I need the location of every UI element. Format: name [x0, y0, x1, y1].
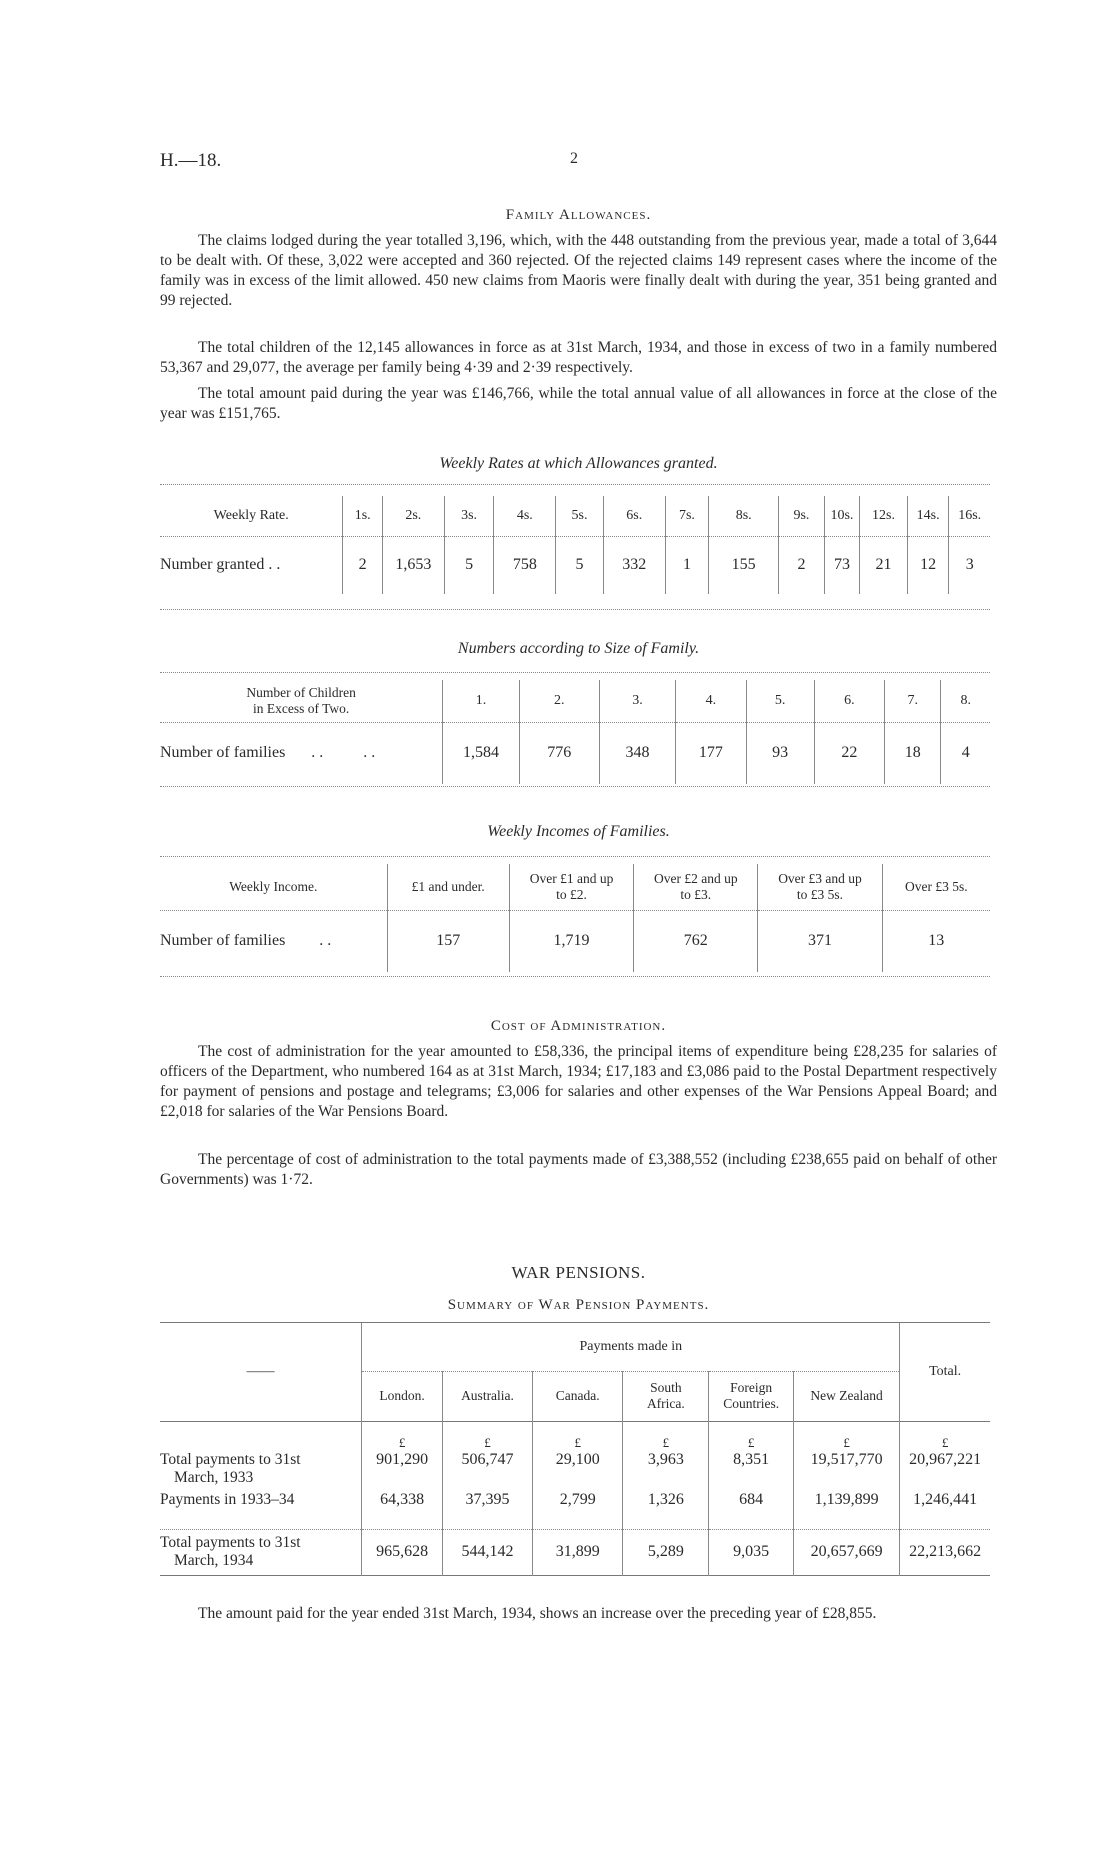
table-row: Total payments to 31st March, 1933 901,290 506,747 29,100 3,963 8,351 19,517,770 20,967,221 [160, 1451, 990, 1491]
war-pensions-subtitle: Summary of War Pension Payments. [447, 1297, 710, 1313]
income-header: £1 and under. [387, 864, 509, 910]
family-size-value: 93 [746, 722, 814, 784]
table-row: Total payments to 31st March, 1934 965,628 544,142 31,899 5,289 9,035 20,657,669 22,213,662 [160, 1529, 990, 1575]
income-header: Over £3 5s. [882, 864, 990, 910]
currency-symbol: £ [793, 1421, 899, 1451]
family-size-value: 1,584 [443, 722, 519, 784]
granted-value: 5 [556, 536, 604, 594]
income-families-label: Number of families . . [160, 932, 332, 950]
country-header: Foreign Countries. [709, 1371, 793, 1421]
corner-cell: —— [246, 1363, 275, 1379]
family-size-value: 18 [885, 722, 941, 784]
rate-header: 9s. [779, 496, 825, 536]
income-value: 371 [758, 910, 882, 972]
rate-header: 6s. [603, 496, 665, 536]
family-size-caption: Numbers according to Size of Family. [457, 640, 700, 657]
family-size-value: 776 [519, 722, 599, 784]
family-size-value: 348 [599, 722, 675, 784]
size-header: 3. [599, 680, 675, 722]
weekly-rates-table [160, 496, 990, 594]
currency-symbol: £ [362, 1421, 442, 1451]
family-allowances-paragraph-3: The total amount paid during the year was £146,766, while the total annual value of all allowances in force at the close of the year was £151,765. [160, 385, 997, 422]
income-header: Over £3 and up to £3 5s. [758, 864, 882, 910]
family-allowances-title: Family Allowances. [505, 207, 652, 223]
income-value: 1,719 [509, 910, 633, 972]
granted-value: 155 [709, 536, 779, 594]
country-header: Australia. [442, 1371, 532, 1421]
table-row: Payments in 1933–34 64,338 37,395 2,799 1,326 684 1,139,899 1,246,441 [160, 1491, 990, 1529]
page-number: 2 [570, 150, 578, 167]
family-allowances-paragraph-1: The claims lodged during the year totalled 3,196, which, with the 448 outstanding from the previous year, made a total of 3,644 to be dealt with. Of these, 3,022 were accepted and 360 rejected. Of the rejected claims 149 represent cases where the income of the family was in excess of the limit allowed. 450 new claims from Maoris were finally dealt with during the year, 351 being granted and 99 rejected. [160, 232, 997, 309]
rate-header: 7s. [665, 496, 709, 536]
income-header: Over £2 and up to £3. [634, 864, 758, 910]
granted-value: 1,653 [382, 536, 444, 594]
size-header: 6. [814, 680, 884, 722]
currency-symbol: £ [442, 1421, 532, 1451]
family-size-table [160, 680, 990, 784]
number-granted-label: Number granted . . [160, 556, 281, 574]
rate-header: 1s. [343, 496, 383, 536]
country-header: London. [362, 1371, 442, 1421]
weekly-incomes-caption: Weekly Incomes of Families. [487, 823, 670, 840]
children-header-line-1: Number of Children [246, 684, 356, 700]
currency-symbol: £ [900, 1421, 990, 1451]
children-header [160, 680, 443, 722]
income-value: 762 [634, 910, 758, 972]
rate-header: 3s. [444, 496, 494, 536]
family-size-value: 177 [676, 722, 746, 784]
rate-header: 5s. [556, 496, 604, 536]
country-header: South Africa. [623, 1371, 709, 1421]
country-header: New Zealand [793, 1371, 899, 1421]
war-pensions-closing-paragraph: The amount paid for the year ended 31st March, 1934, shows an increase over the preceding year of £28,855. [198, 1605, 877, 1622]
size-header: 4. [676, 680, 746, 722]
size-header: 2. [519, 680, 599, 722]
granted-value: 21 [860, 536, 908, 594]
page-header [160, 150, 997, 180]
size-header: 7. [885, 680, 941, 722]
size-header: 8. [941, 680, 990, 722]
rate-header: 2s. [382, 496, 444, 536]
weekly-incomes-table [160, 864, 990, 972]
family-allowances-paragraph-2: The total children of the 12,145 allowances in force as at 31st March, 1934, and those in excess of two in a family numbered 53,367 and 29,077, the average per family being 4·39 and 2·39 respectively. [160, 339, 997, 376]
total-header: Total. [900, 1323, 990, 1421]
family-size-value: 22 [814, 722, 884, 784]
currency-symbol: £ [709, 1421, 793, 1451]
number-of-families-label: Number of families . . . . [160, 744, 376, 762]
weekly-rate-header: Weekly Rate. [213, 507, 289, 523]
granted-value: 758 [494, 536, 556, 594]
country-header: Canada. [533, 1371, 623, 1421]
rate-header: 4s. [494, 496, 556, 536]
granted-value: 2 [779, 536, 825, 594]
children-header-line-2: in Excess of Two. [252, 700, 350, 716]
rate-header: 14s. [907, 496, 949, 536]
cost-admin-paragraph-2: The percentage of cost of administration to the total payments made of £3,388,552 (including £238,655 paid on behalf of other Governments) was 1·72. [160, 1151, 997, 1188]
granted-value: 3 [949, 536, 990, 594]
granted-value: 5 [444, 536, 494, 594]
weekly-income-header: Weekly Income. [229, 878, 318, 894]
income-value: 157 [387, 910, 509, 972]
income-value: 13 [882, 910, 990, 972]
income-header: Over £1 and up to £2. [509, 864, 633, 910]
family-size-value: 4 [941, 722, 990, 784]
granted-value: 2 [343, 536, 383, 594]
granted-value: 12 [907, 536, 949, 594]
weekly-rates-caption: Weekly Rates at which Allowances granted. [439, 455, 718, 472]
document-code: H.—18. [160, 150, 222, 171]
cost-admin-paragraph-1: The cost of administration for the year amounted to £58,336, the principal items of expenditure being £28,235 for salaries of officers of the Department, who numbered 164 as at 31st March, 1934; £17,183 and £3,086 paid to the Postal Department respectively for payment of pensions and postage and telegrams; £3,006 for salaries and other expenses of the War Pensions Appeal Board; and £2,018 for salaries of the War Pensions Board. [160, 1043, 997, 1120]
rate-header: 8s. [709, 496, 779, 536]
cost-admin-title: Cost of Administration. [490, 1018, 667, 1034]
granted-value: 332 [603, 536, 665, 594]
currency-symbol: £ [623, 1421, 709, 1451]
granted-value: 73 [824, 536, 859, 594]
currency-symbol: £ [533, 1421, 623, 1451]
rate-header: 12s. [860, 496, 908, 536]
granted-value: 1 [665, 536, 709, 594]
rate-header: 10s. [824, 496, 859, 536]
payments-made-in-header: Payments made in [362, 1323, 900, 1371]
war-pensions-title: WAR PENSIONS. [511, 1263, 646, 1282]
size-header: 1. [443, 680, 519, 722]
rate-header: 16s. [949, 496, 990, 536]
war-pensions-table [160, 1323, 990, 1576]
size-header: 5. [746, 680, 814, 722]
